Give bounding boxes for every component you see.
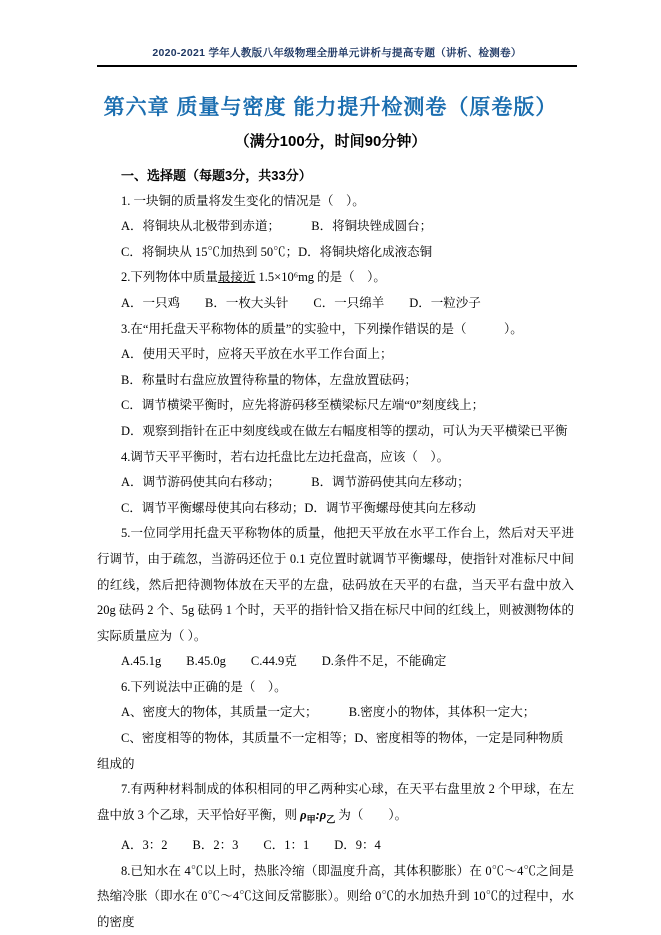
question-1-options-cd: C．将铜块从 15℃加热到 50℃；D．将铜块熔化成液态铜	[121, 244, 433, 259]
question-2-options: A．一只鸡 B．一枚大头针 C．一只绵羊 D．一粒沙子	[121, 295, 481, 310]
rho-yi-subscript: 乙	[326, 814, 336, 825]
rho-yi-symbol	[319, 807, 336, 825]
question-6-options-cd: C、密度相等的物体，其质量不一定相等；D、密度相等的物体，一定是同种物质组成的	[97, 731, 564, 771]
exam-score-time: （满分100分，时间90分钟）	[234, 133, 427, 150]
rho-glyph: ρ	[319, 807, 327, 822]
question-2-stem	[97, 265, 574, 291]
question-3-option-b: B．称量时右盘应放置待称量的物体，左盘放置砝码；	[121, 372, 417, 387]
question-7-stem-post: 为（ ）。	[335, 807, 408, 822]
question-5-options: A.45.1g B.45.0g C.44.9克 D.条件不足，不能确定	[121, 654, 447, 669]
question-3-option-a: A．使用天平时，应将天平放在水平工作台面上；	[121, 347, 393, 362]
question-6-options-ab: A、密度大的物体，其质量一定大； B.密度小的物体，其体积一定大；	[121, 705, 536, 720]
question-2-stem-underlined: 最接近	[217, 270, 256, 285]
section-heading: 一、选择题（每题3分，共33分）	[121, 168, 312, 183]
question-7-stem	[97, 777, 574, 833]
rho-jia-symbol	[300, 807, 316, 825]
question-4-stem: 4.调节天平平衡时，若右边托盘比左边托盘高，应该（ ）。	[121, 449, 450, 464]
page-title: 第六章 质量与密度 能力提升检测卷（原卷版）	[103, 96, 558, 119]
header-text: 2020-2021 学年人教版八年级物理全册单元讲析与提高专题（讲析、检测卷）	[152, 47, 522, 59]
question-4-options-ab: A．调节游码使其向右移动； B．调节游码使其向左移动；	[121, 475, 470, 490]
question-4-options-cd: C．调节平衡螺母使其向右移动；D．调节平衡螺母使其向左移动	[121, 500, 476, 515]
question-2-stem-post: 1.5×10⁶mg 的是（ ）。	[255, 270, 386, 285]
rho-jia-subscript: 甲	[306, 814, 316, 825]
exam-body	[97, 163, 574, 935]
question-2-stem-pre: 2.下列物体中质量	[121, 270, 218, 285]
rho-colon: :	[315, 807, 320, 822]
question-3-option-d: D．观察到指针在正中刻度线或在做左右幅度相等的摆动，可认为天平横梁已平衡	[121, 423, 568, 438]
rho-glyph: ρ	[300, 807, 307, 822]
question-3-option-c: C．调节横梁平衡时，应先将游码移至横梁标尺左端“0”刻度线上；	[121, 398, 485, 413]
question-7-options: A．3：2 B．2：3 C．1：1 D．9：4	[121, 837, 381, 852]
question-1-options-ab: A．将铜块从北极带到赤道； B．将铜块锉成圆台；	[121, 219, 433, 234]
document-header	[97, 0, 577, 67]
question-8-stem: 8.已知水在 4℃以上时，热胀冷缩（即温度升高，其体积膨胀）在 0℃～4℃之间是热缩冷胀（即水在 0℃～4℃这间反常膨胀）。则给 0℃的水加热升到 10℃的过程中，水的密度	[97, 863, 574, 929]
question-7-stem-pre: 7.有两种材料制成的体积相同的甲乙两种实心球，在天平右盘里放 2 个甲球，在左盘中放 3 个乙球，天平恰好平衡，则	[97, 782, 574, 822]
question-1-stem: 1. 一块铜的质量将发生变化的情况是（ ）。	[121, 193, 365, 208]
question-3-stem: 3.在“用托盘天平称物体的质量”的实验中，下列操作错误的是（ ）。	[121, 321, 523, 336]
question-5-stem: 5.一位同学用托盘天平称物体的质量，他把天平放在水平工作台上，然后对天平进行调节，由于疏忽，当游码还位于 0.1 克位置时就调节平衡螺母，使指针对准标尺中间的红线，然后把待测物体放在天平的左盘，砝码放在天平的右盘，当天平右盘中放入 20g 砝码 2 个、5g 砝码 1 个时，天平的指针恰又指在标尺中间的红线上，则被测物体的实际质量应为（ ）。	[97, 526, 574, 643]
question-6-stem: 6.下列说法中正确的是（ ）。	[121, 679, 287, 694]
